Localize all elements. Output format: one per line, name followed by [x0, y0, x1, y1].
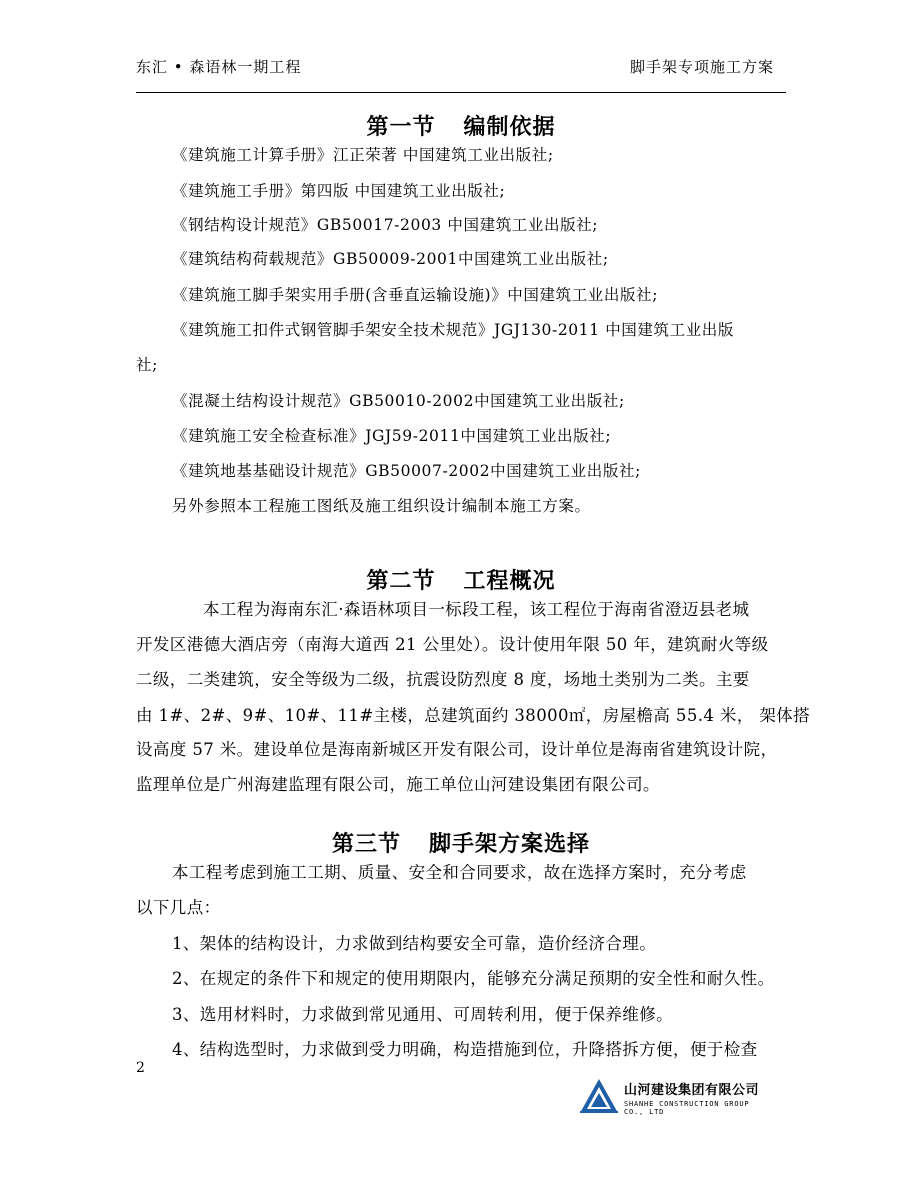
section-1-number: 第一节: [366, 115, 436, 140]
paragraph-line: 二级，二类建筑，安全等级为二级，抗震设防烈度 8 度，场地土类别为二类。主要: [136, 670, 750, 689]
list-item: 2、在规定的条件下和规定的使用期限内，能够充分满足预期的安全性和耐久性。: [172, 969, 775, 988]
reference-line: 另外参照本工程施工图纸及施工组织设计编制本施工方案。: [172, 497, 591, 515]
list-item: 1、架体的结构设计，力求做到结构要安全可靠，造价经济合理。: [172, 934, 657, 953]
reference-line: 《建筑施工计算手册》江正荣著 中国建筑工业出版社;: [172, 146, 554, 164]
reference-line: 《建筑结构荷载规范》GB50009-2001中国建筑工业出版社;: [172, 250, 609, 268]
paragraph-line: 以下几点：: [136, 898, 221, 917]
reference-line: 《钢结构设计规范》GB50017-2003 中国建筑工业出版社;: [172, 216, 599, 234]
section-3-title: 脚手架方案选择: [429, 832, 591, 857]
company-logo: [578, 1073, 768, 1123]
paragraph-line: 本工程考虑到施工工期、质量、安全和合同要求，故在选择方案时，充分考虑: [172, 863, 747, 882]
paragraph-line: 由 1#、2#、9#、10#、11#主楼，总建筑面约 38000㎡，房屋檐高 55.4 米， 架体搭: [136, 706, 811, 725]
section-1-heading: [136, 110, 786, 141]
reference-line: 《建筑施工扣件式钢管脚手架安全技术规范》JGJ130-2011 中国建筑工业出版: [172, 321, 735, 339]
paragraph-line: 监理单位是广州海建监理有限公司，施工单位山河建设集团有限公司。: [136, 775, 660, 794]
reference-line: 《建筑施工脚手架实用手册(含垂直运输设施)》中国建筑工业出版社;: [172, 286, 659, 304]
paragraph-line: 设高度 57 米。建设单位是海南新城区开发有限公司，设计单位是海南省建筑设计院，: [136, 740, 778, 759]
section-1-title: 编制依据: [463, 115, 556, 140]
header-project-name: 东汇 • 森语林一期工程: [136, 58, 302, 76]
mountain-logo-icon: [578, 1077, 620, 1115]
logo-company-name-en: SHANHE CONSTRUCTION GROUP CO., LTD: [624, 1100, 750, 1116]
paragraph-line: 本工程为海南东汇·森语林项目一标段工程，该工程位于海南省澄迈县老城: [203, 600, 750, 619]
header-document-title: 脚手架专项施工方案: [629, 58, 774, 76]
section-2-heading: [136, 564, 786, 595]
reference-line: 《建筑施工安全检查标准》JGJ59-2011中国建筑工业出版社;: [172, 427, 612, 445]
reference-line: 《建筑施工手册》第四版 中国建筑工业出版社;: [172, 182, 506, 200]
section-3-heading: [136, 827, 786, 858]
section-2-title: 工程概况: [463, 569, 556, 594]
reference-line: 社;: [136, 356, 158, 374]
section-3-number: 第三节: [331, 832, 401, 857]
paragraph-line: 开发区港德大酒店旁（南海大道西 21 公里处）。设计使用年限 50 年，建筑耐火等级: [136, 635, 769, 654]
list-item: 3、选用材料时，力求做到常见通用、可周转利用，便于保养维修。: [172, 1005, 673, 1024]
reference-line: 《建筑地基基础设计规范》GB50007-2002中国建筑工业出版社;: [172, 462, 641, 480]
list-item: 4、结构选型时，力求做到受力明确，构造措施到位，升降搭拆方便，便于检查: [172, 1040, 758, 1059]
logo-company-name-cn: 山河建设集团有限公司: [624, 1083, 760, 1098]
reference-line: 《混凝土结构设计规范》GB50010-2002中国建筑工业出版社;: [172, 392, 625, 410]
page-number: 2: [136, 1060, 145, 1076]
section-2-number: 第二节: [366, 569, 436, 594]
page-header: [136, 52, 786, 93]
